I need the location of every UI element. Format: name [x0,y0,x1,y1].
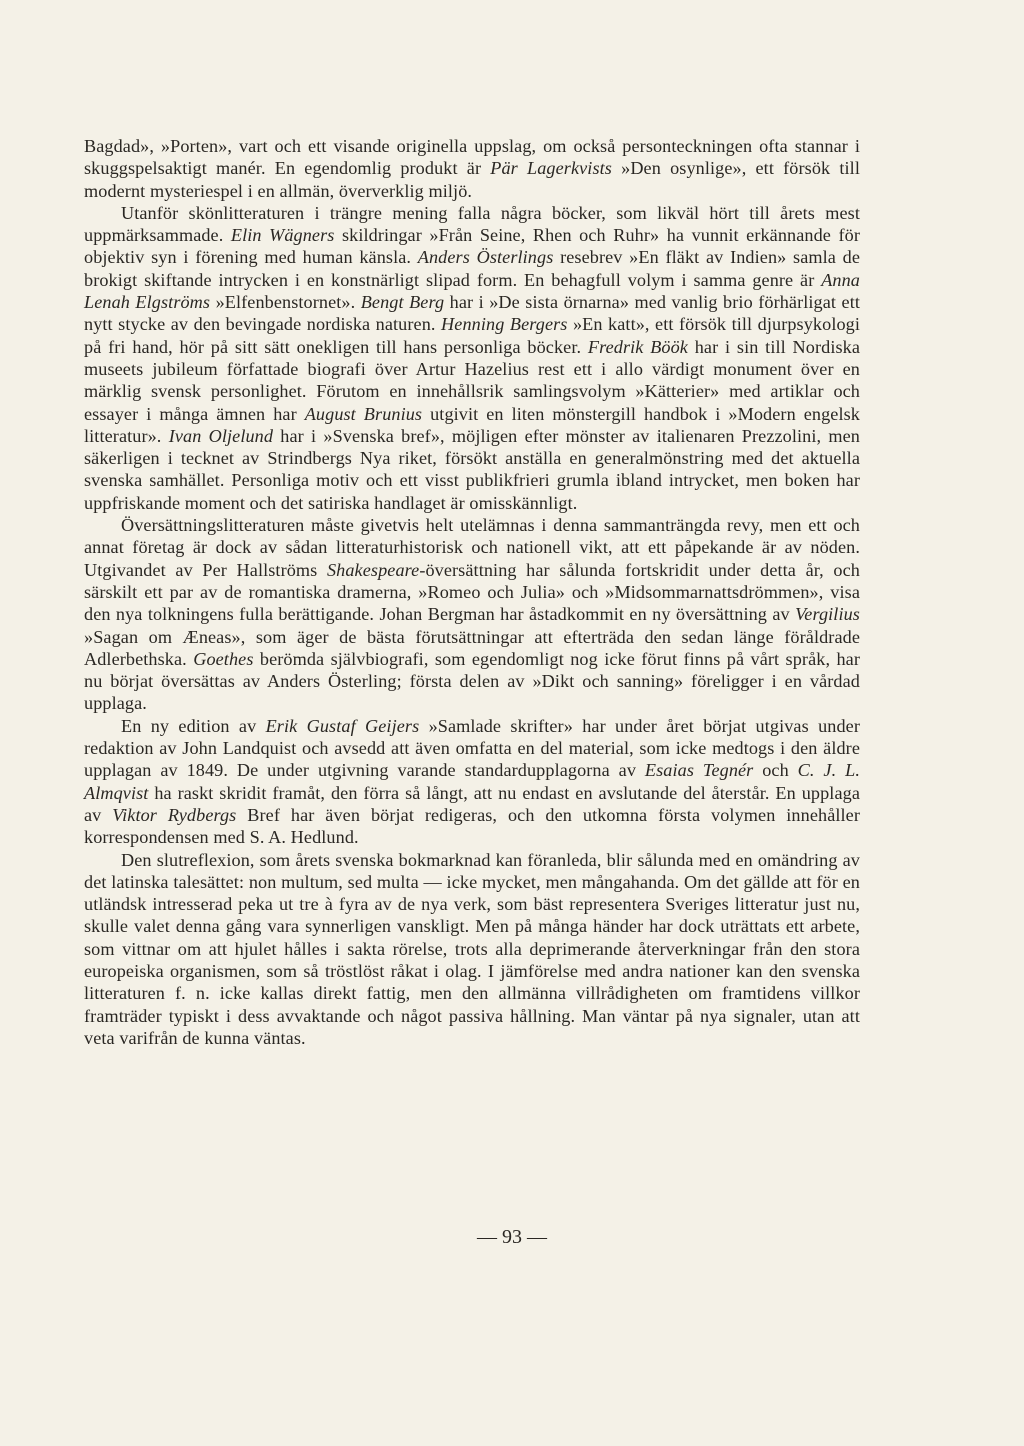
italic-name: Goethes [193,648,254,669]
text-run: har i »De sista örnarna» med vanlig brio förhärligat ett nytt stycke av den bevingade nordiska naturen. [84,292,861,335]
text-run: Översättningslitteraturen måste givetvis helt utelämnas i denna sammanträngda revy, men ett och annat företag är dock av sådan litteraturhistorisk och nationell vikt, att ett påpekande är av nöden. Utgivandet av Per Hallströms [84,515,860,580]
text-run: En ny edition av [121,715,266,736]
italic-name: Pär Lagerkvists [490,158,612,179]
paragraph [84,715,860,849]
paragraph [84,135,860,202]
italic-name: Fredrik Böök [587,336,688,357]
text-run: har i »Svenska bref», möjligen efter mönster av italienaren Prezzolini, men säkerligen i tecknet av Strindbergs Nya riket, försökt anställa en generalmönstring med det aktuella svenska samhället. Personliga motiv och ett visst publikfrieri grumla ibland intrycket, men boken har uppfriskande moment och det satiriska handlaget är omisskännligt. [84,425,860,513]
italic-name: Bengt Berg [360,292,445,313]
text-run: »En katt», ett försök till djurpsykologi på fri hand, hör på sitt sätt onekligen till hans personliga böcker. [84,314,861,357]
italic-name: Viktor Rydbergs [112,804,237,825]
text-run: Utanför skönlitteraturen i trängre mening falla några böcker, som likväl hört till årets mest uppmärksammade. [84,202,860,246]
text-run: skildringar »Från Seine, Rhen och Ruhr» ha vunnit erkännande för objektiv syn i förening med human känsla. [84,225,860,268]
paragraph [84,202,860,514]
italic-name: Esaias Tegnér [644,760,754,781]
italic-name: Ivan Oljelund [168,425,274,446]
text-run: ha raskt skridit framåt, den förra så långt, att nu endast en avslutande del återstår. En upplaga av [84,782,860,825]
text-run: har i sin till Nordiska museets jubileum författade biografi över Artur Hazelius rest ett i allo värdigt monument över en märklig svensk personlighet. Förutom en innehållsrik samlingsvolym »Kätterier» med artiklar och essayer i många ämnen har [84,336,861,424]
italic-name: Elin Wägners [230,225,335,246]
text-run: »Den osynlige», ett försök till modernt mysteriespel i en allmän, öververklig miljö. [84,158,860,201]
text-run: Bref har även börjat redigeras, och den utkomna första volymen innehåller korrespondensen med S. A. Hedlund. [84,804,860,848]
text-run: -översättning har sålunda fortskridit under detta år, och särskilt ett par av de romantiska dramerna, »Romeo och Julia» och »Midsommarnattsdrömmen», visa den nya tolkningens fulla berättigande. Johan Bergman har åstadkommit en ny översättning av [84,559,860,625]
italic-name: Erik Gustaf Geijers [265,715,420,736]
text-run: »Samlade skrifter» har under året börjat utgivas under redaktion av John Landquist och avsedd att även omfatta en del material, som icke medtogs i den äldre upplagan av 1849. De under utgivning varande standardupplagorna av [84,715,860,781]
page-number: — 93 — [477,1226,547,1248]
paragraph [84,849,860,1050]
text-run: berömda självbiografi, som egendomligt nog icke förut finns på vårt språk, har nu börjat översättas av Anders Österling; första delen av »Dikt och sanning» föreligger i en vårdad upplaga. [84,648,860,714]
text-run: och [753,760,798,781]
text-run: Den slutreflexion, som årets svenska bokmarknad kan föranleda, blir sålunda med en omändring av det latinska talesättet: non multum, sed multa — icke mycket, men mångahanda. Om det gällde att för en utländsk intresserad peka ut tre à fyra av de nya verk, som bäst representera Sveriges litteratur just nu, skulle valet denna gång vara synnerligen vanskligt. Men på många händer har dock uträttats ett arbete, som vittnar om att hjulet hålles i sakta rörelse, trots alla deprimerande återverkningar från den stora europeiska organismen, som så tröstlöst råkat i olag. I jämförelse med andra nationer kan den svenska litteraturen f. n. icke kallas direkt fattig, men den allmänna villrådigheten om framtidens villkor framträder typiskt i dess avvaktande och något passiva hållning. Man väntar på nya signaler, utan att veta varifrån de kunna väntas. [84,849,860,1048]
italic-name: Henning Bergers [441,314,568,335]
body-text [84,135,860,1049]
italic-name: Anders Österlings [417,247,554,268]
text-run: utgivit en liten mönstergill handbok i »Modern engelsk litteratur». [84,403,861,446]
text-run: »Elfenbenstornet». [210,292,361,313]
italic-name: Vergilius [795,604,860,625]
italic-name: August Brunius [304,403,423,424]
text-run: resebrev »En fläkt av Indien» samla de brokigt skiftande intrycken i en konstnärligt slipad form. En behagfull volym i samma genre är [84,247,861,290]
text-run: Bagdad», »Porten», vart och ett visande originella uppslag, om också personteckningen ofta stannar i skuggspelsaktigt manér. En egendomlig produkt är [84,136,860,179]
italic-name: Shakespeare [326,559,420,580]
italic-name: C. J. L. Almqvist [84,760,860,803]
italic-name: Anna Lenah Elgströms [84,269,860,313]
text-run: »Sagan om Æneas», som äger de bästa förutsättningar att efterträda den sedan länge föråldrade Adlerbethska. [84,626,860,669]
paragraph [84,514,860,715]
